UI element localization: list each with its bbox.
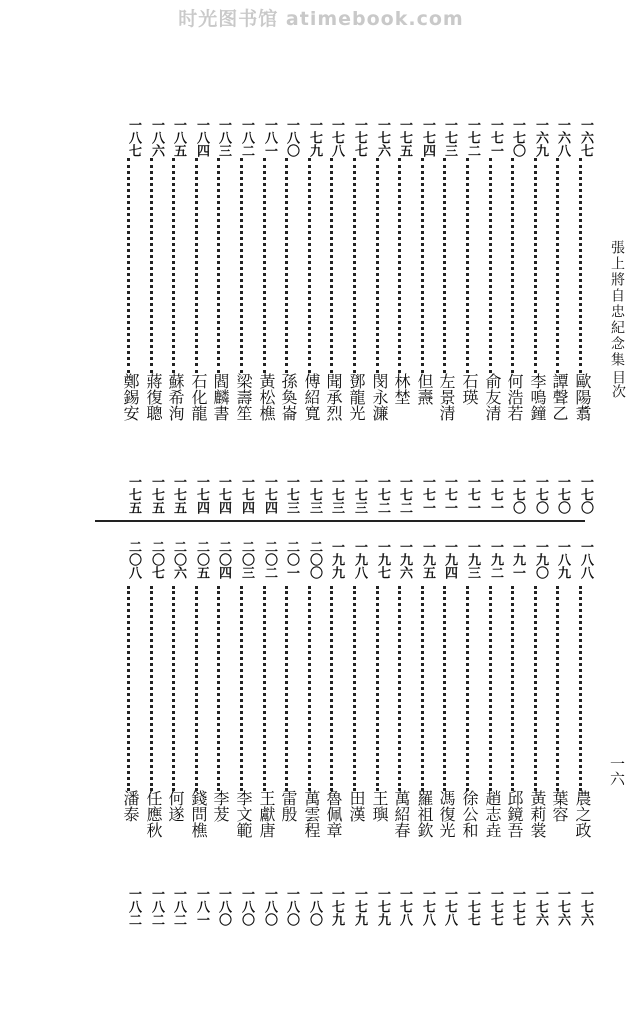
entry-page: 一七二 <box>397 475 412 514</box>
entry-number: 一九四 <box>442 540 457 579</box>
toc-entry <box>274 118 298 518</box>
toc-entry <box>161 540 185 940</box>
toc-entry <box>455 118 479 518</box>
entry-author: 傅紹寬 <box>302 373 321 421</box>
entry-author: 譚聲乙 <box>550 373 569 421</box>
entry-author: 石瑛 <box>460 373 479 405</box>
leader-dots <box>353 586 356 791</box>
leader-dots <box>398 158 401 373</box>
entry-author: 李文範 <box>234 790 253 838</box>
entry-number: 一八九 <box>555 540 570 579</box>
entry-page: 一七五 <box>149 475 164 514</box>
entry-author: 邱鏡吾 <box>505 790 524 838</box>
entry-author: 徐公和 <box>460 790 479 838</box>
entry-author: 何浩若 <box>505 373 524 421</box>
entry-author: 但燾 <box>415 373 434 405</box>
entry-page: 一七三 <box>284 475 299 514</box>
entry-page: 一七七 <box>465 887 480 926</box>
leader-dots <box>489 586 492 791</box>
entry-number: 一八六 <box>149 118 164 157</box>
entry-number: 一九六 <box>397 540 412 579</box>
toc-entry <box>297 540 321 940</box>
toc-entry <box>568 118 592 518</box>
entry-author: 黃松樵 <box>257 373 276 421</box>
entry-author: 黃莉裳 <box>528 790 547 838</box>
divider-rule <box>95 520 585 522</box>
entry-number: 一六七 <box>578 118 593 157</box>
leader-dots <box>466 158 469 373</box>
entry-author: 李鳴鐘 <box>528 373 547 421</box>
toc-entry <box>252 540 276 940</box>
entry-number: 一七七 <box>352 118 367 157</box>
entry-author: 閔永濂 <box>370 373 389 421</box>
entry-author: 田漢 <box>347 790 366 822</box>
toc-entry <box>297 118 321 518</box>
leader-dots <box>534 158 537 373</box>
entry-page: 一七〇 <box>555 475 570 514</box>
entry-author: 羅祖欽 <box>415 790 434 838</box>
entry-number: 一七二 <box>465 118 480 157</box>
entry-number: 二〇二 <box>262 540 277 579</box>
toc-entry <box>455 540 479 940</box>
entry-page: 一七四 <box>194 475 209 514</box>
entry-page: 一七九 <box>352 887 367 926</box>
leader-dots <box>443 586 446 791</box>
leader-dots <box>217 158 220 373</box>
leader-dots <box>579 158 582 373</box>
site-watermark: 时光图书馆 atimebook.com <box>178 8 464 30</box>
entry-author: 俞友清 <box>483 373 502 421</box>
entry-author: 馮復光 <box>437 790 456 838</box>
toc-entry <box>184 118 208 518</box>
entry-number: 二〇〇 <box>307 540 322 579</box>
toc-entry <box>116 118 140 518</box>
leader-dots <box>240 158 243 373</box>
toc-entry <box>206 118 230 518</box>
entry-page: 一七八 <box>442 887 457 926</box>
entry-page: 一七四 <box>239 475 254 514</box>
entry-number: 二〇八 <box>126 540 141 579</box>
toc-entry <box>410 540 434 940</box>
toc-entry <box>523 540 547 940</box>
toc-bottom-panel <box>0 540 642 940</box>
leader-dots <box>308 158 311 373</box>
entry-number: 一九三 <box>465 540 480 579</box>
leader-dots <box>511 158 514 373</box>
entry-number: 一八〇 <box>284 118 299 157</box>
entry-author: 孫奐崙 <box>279 373 298 421</box>
entry-number: 二〇六 <box>171 540 186 579</box>
leader-dots <box>466 586 469 791</box>
toc-top-panel <box>0 118 642 518</box>
leader-dots <box>330 586 333 791</box>
entry-number: 一八四 <box>194 118 209 157</box>
leader-dots <box>534 586 537 791</box>
entry-page: 一七五 <box>171 475 186 514</box>
entry-author: 趙志垚 <box>483 790 502 838</box>
entry-number: 二〇七 <box>149 540 164 579</box>
leader-dots <box>421 586 424 791</box>
entry-author: 蘇希洵 <box>166 373 185 421</box>
entry-number: 一七八 <box>329 118 344 157</box>
entry-number: 一六九 <box>533 118 548 157</box>
entry-number: 二〇三 <box>239 540 254 579</box>
entry-page: 一八二 <box>171 887 186 926</box>
leader-dots <box>330 158 333 373</box>
entry-number: 一七六 <box>375 118 390 157</box>
entry-page: 一七七 <box>488 887 503 926</box>
entry-number: 一七一 <box>488 118 503 157</box>
toc-entry <box>342 118 366 518</box>
entry-author: 錢問樵 <box>189 790 208 838</box>
entry-author: 王獻唐 <box>257 790 276 838</box>
entry-page: 一七六 <box>578 887 593 926</box>
leader-dots <box>263 158 266 373</box>
entry-page: 一七五 <box>126 475 141 514</box>
entry-number: 一七〇 <box>510 118 525 157</box>
entry-number: 一九七 <box>375 540 390 579</box>
entry-page: 一七一 <box>442 475 457 514</box>
entry-author: 任應秋 <box>144 790 163 838</box>
entry-author: 蔣復聰 <box>144 373 163 421</box>
leader-dots <box>489 158 492 373</box>
toc-entry <box>139 118 163 518</box>
entry-page: 一七九 <box>375 887 390 926</box>
entry-page: 一七七 <box>510 887 525 926</box>
entry-author: 梁壽笙 <box>234 373 253 421</box>
entry-page: 一八〇 <box>284 887 299 926</box>
entry-author: 鄧龍光 <box>347 373 366 421</box>
entry-author: 鄭錫安 <box>121 373 140 421</box>
entry-page: 一七六 <box>533 887 548 926</box>
entry-number: 一七五 <box>397 118 412 157</box>
entry-author: 何遂 <box>166 790 185 822</box>
toc-entry <box>161 118 185 518</box>
entry-page: 一七一 <box>420 475 435 514</box>
toc-entry <box>523 118 547 518</box>
entry-author: 葉容 <box>550 790 569 822</box>
toc-entry <box>342 540 366 940</box>
toc-entry <box>410 118 434 518</box>
toc-entry <box>387 118 411 518</box>
leader-dots <box>579 586 582 791</box>
toc-entry <box>478 118 502 518</box>
entry-author: 萬雲程 <box>302 790 321 838</box>
entry-number: 一八八 <box>578 540 593 579</box>
leader-dots <box>353 158 356 373</box>
leader-dots <box>376 158 379 373</box>
toc-entry <box>478 540 502 940</box>
entry-page: 一七三 <box>307 475 322 514</box>
toc-entry <box>319 118 343 518</box>
toc-entry <box>116 540 140 940</box>
entry-page: 一八〇 <box>239 887 254 926</box>
entry-number: 二〇五 <box>194 540 209 579</box>
toc-entry <box>568 540 592 940</box>
leader-dots <box>285 158 288 373</box>
entry-author: 農之政 <box>573 790 592 838</box>
entry-number: 二〇一 <box>284 540 299 579</box>
entry-number: 一七九 <box>307 118 322 157</box>
toc-entry <box>500 540 524 940</box>
leader-dots <box>398 586 401 791</box>
leader-dots <box>263 586 266 791</box>
entry-author: 雷殷 <box>279 790 298 822</box>
toc-entry <box>365 118 389 518</box>
leader-dots <box>556 586 559 791</box>
entry-page: 一七三 <box>329 475 344 514</box>
entry-page: 一七二 <box>375 475 390 514</box>
entry-page: 一七〇 <box>510 475 525 514</box>
toc-entry <box>229 540 253 940</box>
toc-entry <box>206 540 230 940</box>
entry-page: 一七九 <box>329 887 344 926</box>
entry-number: 一七四 <box>420 118 435 157</box>
leader-dots <box>150 158 153 373</box>
entry-number: 一九〇 <box>533 540 548 579</box>
entry-number: 二〇四 <box>216 540 231 579</box>
leader-dots <box>172 586 175 791</box>
entry-number: 一八三 <box>216 118 231 157</box>
entry-page: 一七一 <box>465 475 480 514</box>
toc-entry <box>500 118 524 518</box>
toc-entry <box>365 540 389 940</box>
entry-page: 一七八 <box>420 887 435 926</box>
leader-dots <box>150 586 153 791</box>
entry-number: 一八七 <box>126 118 141 157</box>
leader-dots <box>195 158 198 373</box>
entry-page: 一七〇 <box>533 475 548 514</box>
entry-page: 一七六 <box>555 887 570 926</box>
toc-entry <box>274 540 298 940</box>
entry-author: 聞承烈 <box>324 373 343 421</box>
entry-page: 一八〇 <box>307 887 322 926</box>
leader-dots <box>127 586 130 791</box>
entry-page: 一八二 <box>149 887 164 926</box>
leader-dots <box>217 586 220 791</box>
leader-dots <box>195 586 198 791</box>
entry-number: 一九五 <box>420 540 435 579</box>
toc-entry <box>545 540 569 940</box>
leader-dots <box>285 586 288 791</box>
leader-dots <box>376 586 379 791</box>
entry-number: 一九九 <box>329 540 344 579</box>
toc-entry <box>184 540 208 940</box>
entry-page: 一七一 <box>488 475 503 514</box>
entry-page: 一八一 <box>194 887 209 926</box>
entry-page: 一七〇 <box>578 475 593 514</box>
leader-dots <box>308 586 311 791</box>
entry-page: 一八二 <box>126 887 141 926</box>
entry-page: 一七八 <box>397 887 412 926</box>
leader-dots <box>421 158 424 373</box>
toc-entry <box>387 540 411 940</box>
entry-author: 萬紹春 <box>392 790 411 838</box>
leader-dots <box>443 158 446 373</box>
entry-page: 一八〇 <box>216 887 231 926</box>
toc-entry <box>319 540 343 940</box>
entry-author: 林埜 <box>392 373 411 405</box>
toc-entry <box>229 118 253 518</box>
entry-author: 石化龍 <box>189 373 208 421</box>
section-label: 目次 <box>610 370 626 398</box>
toc-entry <box>252 118 276 518</box>
entry-number: 一九八 <box>352 540 367 579</box>
entry-page: 一八〇 <box>262 887 277 926</box>
entry-number: 一六八 <box>555 118 570 157</box>
leader-dots <box>127 158 130 373</box>
entry-author: 潘泰 <box>121 790 140 822</box>
entry-author: 魯佩章 <box>324 790 343 838</box>
page-number: 一六 <box>608 756 626 786</box>
toc-entry <box>139 540 163 940</box>
entry-author: 歐陽翥 <box>573 373 592 421</box>
toc-entry <box>545 118 569 518</box>
book-title: 張上將自忠紀念集 <box>609 240 625 368</box>
entry-number: 一九一 <box>510 540 525 579</box>
entry-number: 一八一 <box>262 118 277 157</box>
entry-number: 一七三 <box>442 118 457 157</box>
entry-author: 李茇 <box>211 790 230 822</box>
entry-author: 王璵 <box>370 790 389 822</box>
entry-page: 一七四 <box>216 475 231 514</box>
toc-entry <box>432 118 456 518</box>
leader-dots <box>511 586 514 791</box>
leader-dots <box>172 158 175 373</box>
entry-number: 一八二 <box>239 118 254 157</box>
toc-entry <box>432 540 456 940</box>
entry-author: 閻麟書 <box>211 373 230 421</box>
leader-dots <box>556 158 559 373</box>
leader-dots <box>240 586 243 791</box>
entry-number: 一八五 <box>171 118 186 157</box>
entry-page: 一七三 <box>352 475 367 514</box>
entry-author: 左景清 <box>437 373 456 421</box>
entry-number: 一九二 <box>488 540 503 579</box>
entry-page: 一七四 <box>262 475 277 514</box>
